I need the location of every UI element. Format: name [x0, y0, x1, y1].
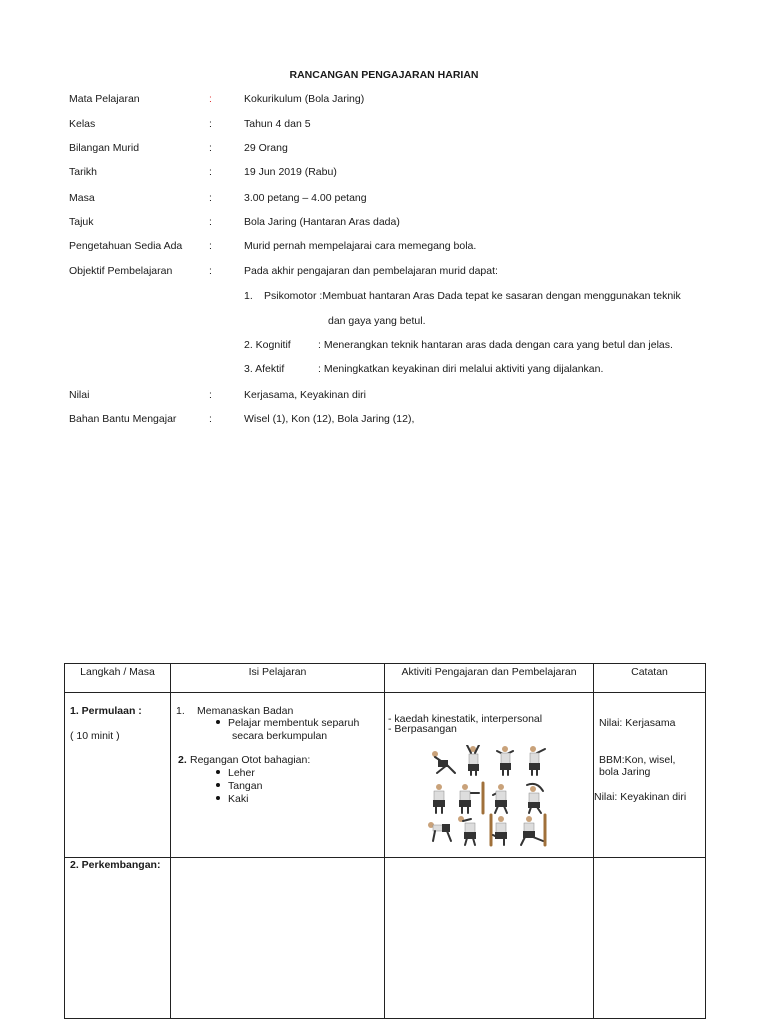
body-part-label: Tangan [228, 780, 263, 792]
content-bullet-continuation: secara berkumpulan [232, 730, 328, 742]
header-activity: Aktiviti Pengajaran dan Pembelajaran [385, 664, 594, 693]
content-bullet [216, 717, 359, 729]
info-colon: : [209, 413, 212, 425]
info-value: Kokurikulum (Bola Jaring) [244, 93, 365, 105]
content-item-2-heading: Regangan Otot bahagian: [190, 754, 311, 766]
step-cell [65, 858, 171, 1019]
notes-cell [594, 693, 706, 858]
content-item-heading: Memanaskan Badan [197, 705, 294, 717]
header-content: Isi Pelajaran [171, 664, 385, 693]
activity-cell [385, 693, 594, 858]
info-label: Objektif Pembelajaran [69, 265, 173, 277]
note-value: Nilai: Kerjasama [599, 717, 676, 729]
objective-3-label: 3. Afektif [244, 363, 285, 375]
step-time: ( 10 minit ) [70, 730, 120, 742]
info-label: Bilangan Murid [69, 142, 140, 154]
stretch-figure [521, 815, 545, 845]
content-cell [171, 858, 385, 1019]
objective-1-number: 1. [244, 290, 253, 302]
info-label: Masa [69, 192, 95, 204]
content-item-2-number: 2. [178, 754, 187, 766]
info-label: Pengetahuan Sedia Ada [69, 240, 183, 252]
info-colon: : [209, 93, 212, 105]
bullet-icon [216, 796, 220, 800]
notes-cell [594, 858, 706, 1019]
stretch-figure [460, 783, 483, 813]
stretch-figure [491, 815, 506, 845]
bullet-icon [216, 770, 220, 774]
info-colon: : [209, 192, 212, 204]
bullet-icon [216, 783, 220, 787]
stretching-exercises-illustration [423, 745, 563, 849]
table-header-row [65, 664, 706, 693]
table-row [65, 693, 706, 858]
stretch-figure [467, 745, 479, 775]
info-colon: : [209, 240, 212, 252]
info-value: Wisel (1), Kon (12), Bola Jaring (12), [244, 413, 415, 425]
info-colon: : [209, 166, 212, 178]
stretch-figure [432, 751, 455, 773]
content-bullet-text: Pelajar membentuk separuh [228, 717, 360, 729]
lesson-plan-table [64, 663, 706, 1019]
info-label: Tarikh [69, 166, 98, 178]
info-colon: : [209, 265, 212, 277]
step-cell [65, 693, 171, 858]
info-label: Bahan Bantu Mengajar [69, 413, 177, 425]
objective-2-label: 2. Kognitif [244, 339, 291, 351]
info-label: Mata Pelajaran [69, 93, 140, 105]
info-value: Kerjasama, Keyakinan diri [244, 389, 366, 401]
body-part-label: Kaki [228, 793, 249, 805]
info-value: Murid pernah mempelajarai cara memegang bola. [244, 240, 477, 252]
info-colon: : [209, 118, 212, 130]
info-colon: : [209, 142, 212, 154]
info-label: Nilai [69, 389, 90, 401]
info-label: Tajuk [69, 216, 94, 228]
info-value: Tahun 4 dan 5 [244, 118, 311, 130]
info-label: Kelas [69, 118, 96, 130]
table-row [65, 858, 706, 1019]
note-teaching-aids-continuation: bola Jaring [599, 766, 651, 778]
objective-2-text: : Menerangkan teknik hantaran aras dada dengan cara yang betul dan jelas. [318, 339, 673, 351]
objective-3-text: : Meningkatkan keyakinan diri melalui aktiviti yang dijalankan. [318, 363, 604, 375]
stretch-figure [493, 784, 507, 813]
stretch-figure [530, 746, 545, 775]
page-title: RANCANGAN PENGAJARAN HARIAN [289, 69, 479, 81]
note-teaching-aids: BBM:Kon, wisel, [599, 754, 676, 766]
activity-line: - Berpasangan [388, 723, 457, 735]
stretch-figure [497, 746, 513, 775]
body-part-item [216, 780, 262, 792]
info-value: Bola Jaring (Hantaran Aras dada) [244, 216, 400, 228]
info-value: 3.00 petang – 4.00 petang [244, 192, 367, 204]
bullet-icon [216, 720, 220, 724]
stretch-figure [527, 784, 543, 813]
content-item-number: 1. [176, 705, 185, 717]
info-value: 29 Orang [244, 142, 288, 154]
info-value: 19 Jun 2019 (Rabu) [244, 166, 337, 178]
note-value: Nilai: Keyakinan diri [594, 791, 687, 803]
body-part-item [216, 767, 255, 779]
info-value: Pada akhir pengajaran dan pembelajaran murid dapat: [244, 265, 498, 277]
header-step: Langkah / Masa [65, 664, 171, 693]
content-cell [171, 693, 385, 858]
stretch-figure [428, 822, 451, 841]
stretch-figure [458, 816, 475, 845]
activity-line: - kaedah kinestatik, interpersonal [388, 713, 543, 725]
objective-1-text: Psikomotor :Membuat hantaran Aras Dada tepat ke sasaran dengan menggunakan teknik [264, 290, 681, 302]
body-part-label: Leher [228, 767, 255, 779]
activity-cell [385, 858, 594, 1019]
stretch-figure [434, 784, 444, 813]
objective-1-continuation: dan gaya yang betul. [328, 315, 426, 327]
info-colon: : [209, 389, 212, 401]
body-part-item [216, 793, 248, 805]
header-notes: Catatan [594, 664, 706, 693]
info-colon: : [209, 216, 212, 228]
step-title: 2. Perkembangan: [70, 859, 161, 871]
step-title: 1. Permulaan : [70, 705, 142, 717]
